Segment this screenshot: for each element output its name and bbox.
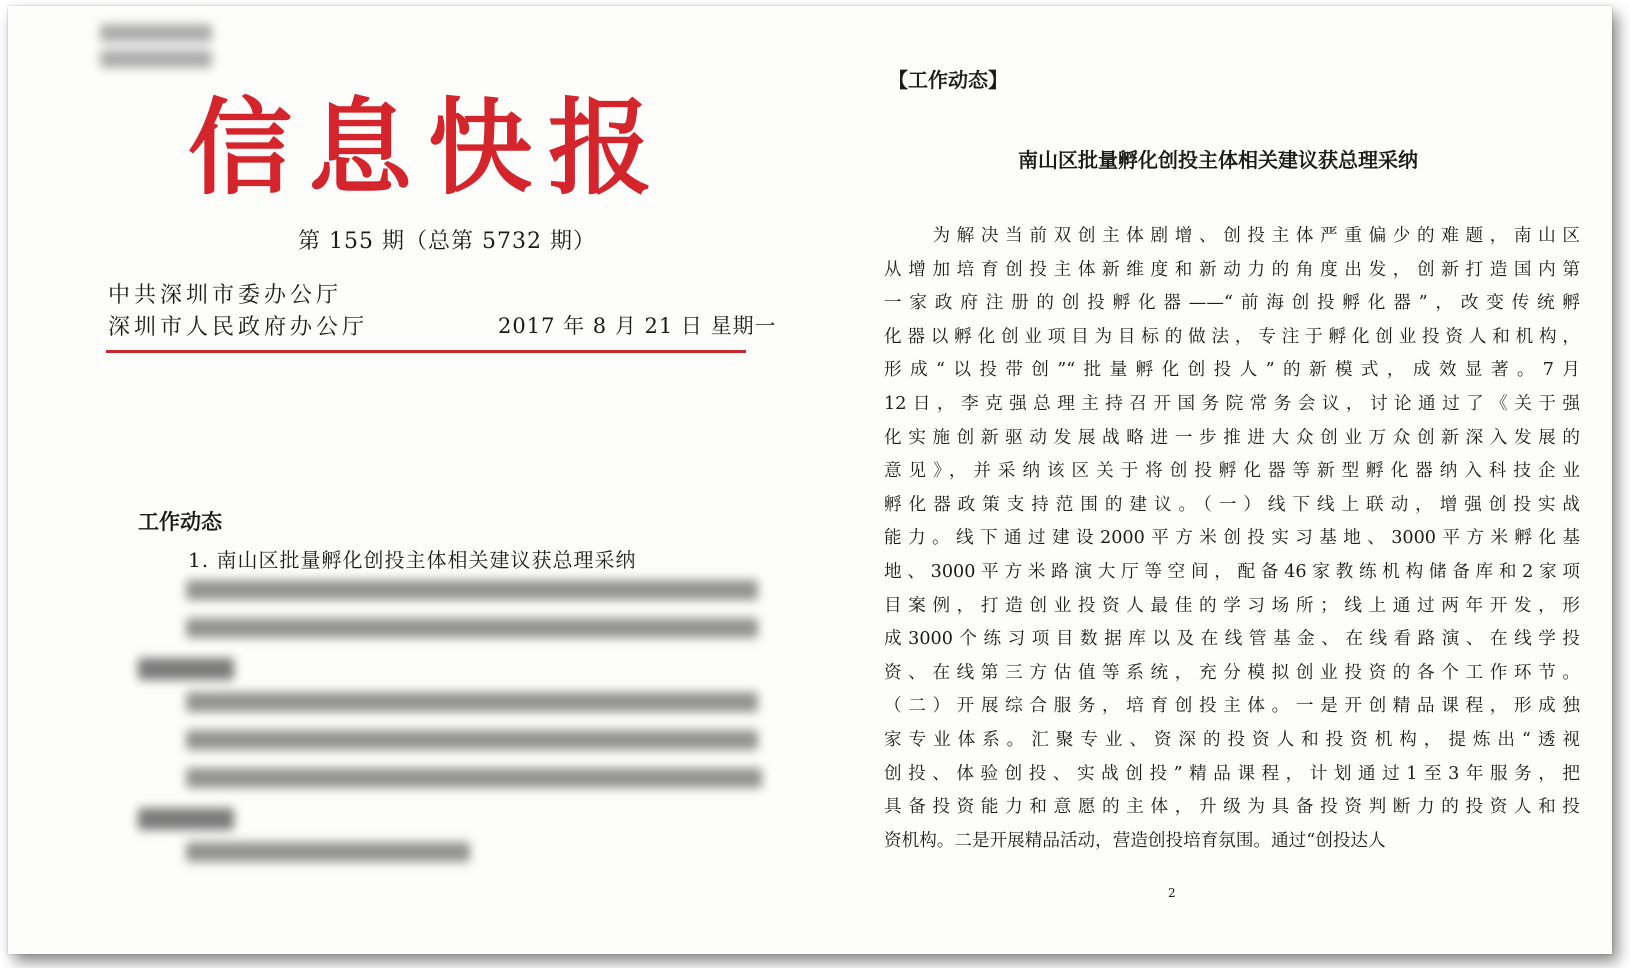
body-line: 目案例，打造创业投资人最佳的学习场所；线上通过两年开发，形 [884, 595, 1580, 616]
body-line: 从增加培育创投主体新维度和新动力的角度出发，创新打造国内第 [884, 259, 1580, 280]
body-line: 资机构。二是开展精品活动，营造创投培育氛围。通过“创投达人 [884, 830, 1386, 851]
body-line: 12日，李克强总理主持召开国务院常务会议，讨论通过了《关于强 [884, 393, 1580, 414]
body-line: 孵化器政策支持范围的建议。（一）线下线上联动，增强创投实战 [884, 494, 1580, 515]
blurred-stamp [94, 16, 218, 92]
header-divider [106, 350, 746, 353]
body-line: 化器以孵化创业项目为目标的做法，专注于孵化创业投资人和机构， [884, 326, 1580, 347]
body-line: 资、在线第三方估值等系统，充分模拟创业投资的各个工作环节。 [884, 662, 1580, 683]
body-line: 形成“以投带创”“批量孵化创投人”的新模式，成效显著。7月 [884, 360, 1580, 381]
toc-section-heading: 工作动态 [138, 510, 222, 534]
body-line: 能力。线下通过建设2000平方米创投实习基地、3000平方米孵化基 [884, 528, 1580, 549]
body-line: 一家政府注册的创投孵化器——“前海创投孵化器”，改变传统孵 [884, 293, 1580, 314]
page-number: 2 [1168, 886, 1176, 900]
issue-number: 第 155 期（总第 5732 期） [298, 229, 596, 254]
issuing-org-1: 中共深圳市委办公厅 [108, 283, 343, 308]
article-title: 南山区批量孵化创投主体相关建议获总理采纳 [1018, 148, 1418, 172]
body-line: 创投、体验创投、实战创投”精品课程，计划通过1至3年服务，把 [884, 763, 1580, 784]
body-line: 化实施创新驱动发展战略进一步推进大众创业万众创新深入发展的 [884, 427, 1580, 448]
section-tag: 【工作动态】 [888, 68, 1008, 92]
body-line: 为解决当前双创主体剧增、创投主体严重偏少的难题，南山区 [884, 226, 1580, 246]
issue-date: 2017 年 8 月 21 日 星期一 [498, 314, 777, 338]
toc-item: 1. 南山区批量孵化创投主体相关建议获总理采纳 [188, 548, 637, 572]
body-line: 地、3000平方米路演大厅等空间，配备46家教练机构储备库和2家项 [884, 561, 1580, 582]
body-line: 家专业体系。汇聚专业、资深的投资人和投资机构，提炼出“透视 [884, 729, 1580, 750]
body-line: 意见》，并采纳该区关于将创投孵化器等新型孵化器纳入科技企业 [884, 461, 1580, 482]
left-page [8, 6, 808, 954]
body-line: （二）开展综合服务，培育创投主体。一是开创精品课程，形成独 [884, 696, 1580, 717]
article-body [884, 220, 1580, 858]
right-page [808, 6, 1612, 954]
masthead-title: 信息快报 [188, 86, 669, 209]
body-line: 成3000个练习项目数据库以及在线管基金、在线看路演、在线学投 [884, 629, 1580, 650]
issuing-org-2: 深圳市人民政府办公厅 [108, 315, 369, 340]
body-line: 具备投资能力和意愿的主体，升级为具备投资判断力的投资人和投 [884, 797, 1580, 818]
document-spread [8, 6, 1612, 954]
